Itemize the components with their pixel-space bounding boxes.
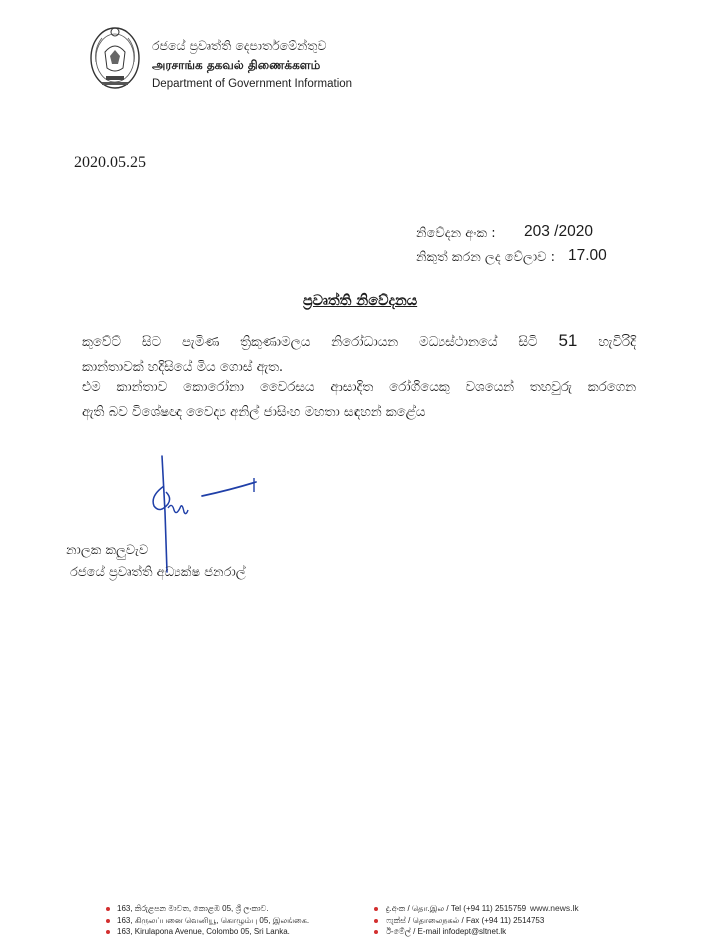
footer-address-english: 163, Kirulapona Avenue, Colombo 05, Sri Lanka. [117, 927, 290, 936]
release-number-value: 203 /2020 [524, 223, 593, 240]
paragraph-2-line-2: ඇති බව විශේෂඥ වෛද්‍ය අනිල් ජාසිංහ මහතා සඳහන් කළේය [82, 405, 426, 420]
paragraph-2-line-1: එම කාන්තාව කොරෝනා වෛරසය ආසාදිත රෝගියෙකු වශයෙන් තහවුරු කරගෙන [82, 380, 636, 395]
footer-address-sinhala: 163, කිරුළපන මාවත, කොළඹ 05, ශ්‍රී ලංකාව. [117, 904, 269, 913]
release-time-label: නිකුත් කරන ලද වේලාව : [416, 250, 555, 265]
paragraph-1-line-2: කාන්තාවක් හදිසියේ මිය ගොස් ඇත. [82, 360, 284, 375]
document-date: 2020.05.25 [74, 154, 146, 171]
body-paragraph-1 [82, 328, 636, 380]
department-name-sinhala: රජයේ ප්‍රවෘත්ති දෙපාර්තමේන්තුව [152, 38, 327, 53]
fax-number: (+94 11) 2514753 [481, 916, 545, 925]
footer-phone [386, 904, 526, 914]
paragraph-1-text-a: කුවේට් සිට පැමිණ ත්‍රිකුණාමලය නිරෝධායන මධ්‍යස්ථානයේ සිටි [82, 335, 559, 350]
footer-fax [386, 916, 544, 926]
footer-website: www.news.lk [530, 903, 579, 913]
release-number-label: නිවේදන අංක : [416, 226, 496, 241]
age-number: 51 [558, 331, 578, 350]
department-name-tamil: அரசாங்க தகவல் திணைக்களம் [152, 58, 321, 72]
signatory-name: නාලක කලුවැව [66, 543, 149, 558]
footer-email [386, 927, 506, 937]
press-release-title: ප්‍රවෘත්ති නිවේදනය [302, 293, 418, 309]
paragraph-1-line-1 [82, 328, 636, 355]
footer-bullet-icon [106, 919, 110, 923]
handwritten-signature [140, 452, 260, 582]
footer-bullet-icon [106, 907, 110, 911]
department-name-english: Department of Government Information [152, 78, 353, 90]
release-time-value: 17.00 [568, 247, 607, 264]
phone-label: දු.අංක / தொ.இல / Tel [386, 904, 462, 913]
footer-bullet-icon [374, 919, 378, 923]
email-address: infodept@sltnet.lk [442, 927, 507, 936]
phone-number: (+94 11) 2515759 [463, 904, 527, 913]
footer-bullet-icon [374, 907, 378, 911]
signatory-title: රජයේ ප්‍රවෘත්ති අධ්‍යක්ෂ ජනරාල් [70, 565, 246, 580]
sri-lanka-emblem-icon [88, 22, 142, 98]
paragraph-1-text-b: හැවිරිදි [577, 335, 636, 350]
fax-label: ෆැක්ස් / தொலைநகல் / Fax [386, 916, 480, 925]
footer-address-tamil: 163, கிருலப்பனை வெனியூ, கொழும்பு 05, இலங்கை. [117, 916, 310, 925]
email-label: ඊ-මේල් / E-mail [386, 927, 441, 936]
body-paragraph-2 [82, 375, 636, 425]
